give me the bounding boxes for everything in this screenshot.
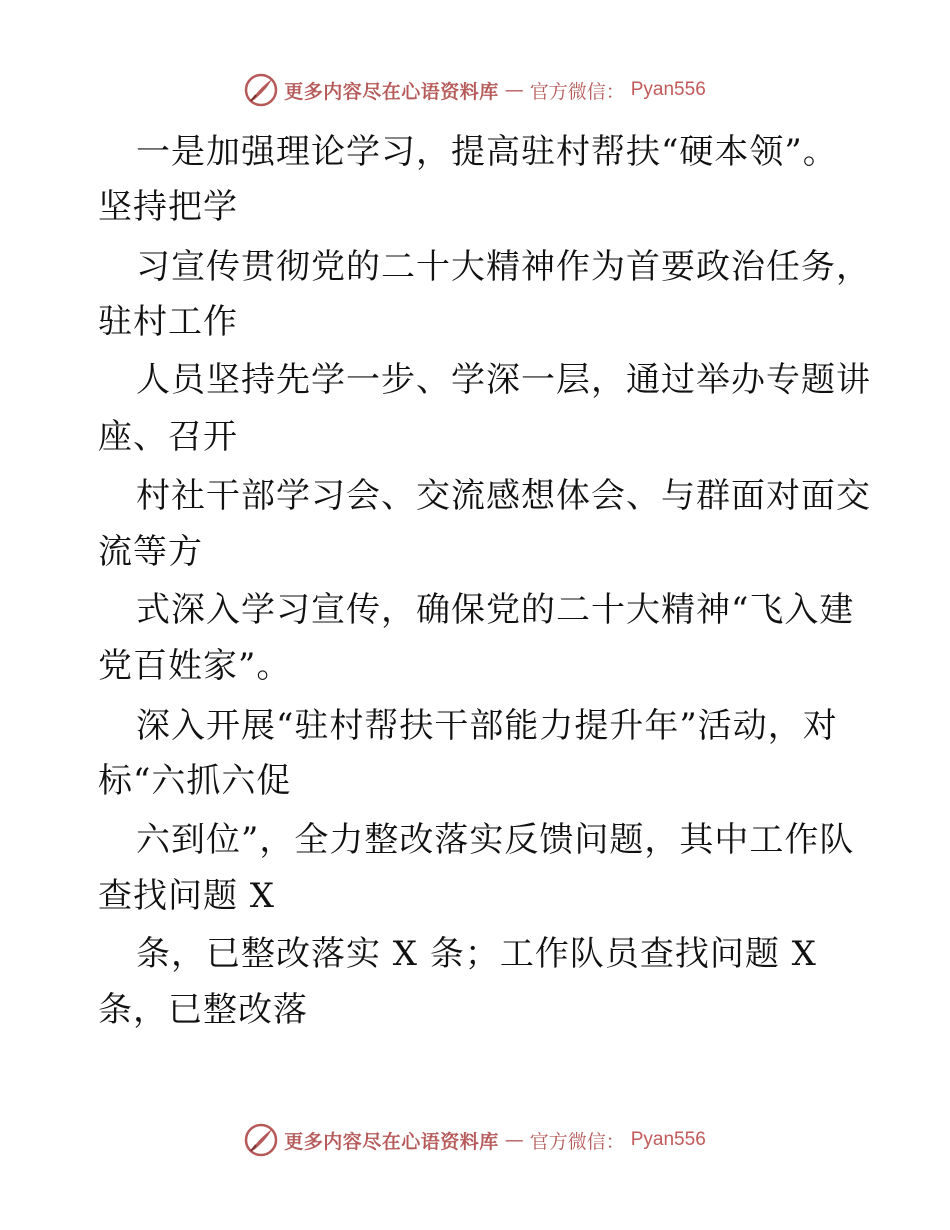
footer-banner <box>0 1120 950 1160</box>
body-line: 流等方 <box>98 532 203 572</box>
body-line: 条，已整改落实 X 条；工作队员查找问题 X <box>136 934 817 974</box>
body-line: 深入开展“驻村帮扶干部能力提升年”活动，对 <box>136 706 838 746</box>
banner-brand-text: 更多内容尽在心语资料库 <box>284 1130 499 1153</box>
banner-wechat-id: Pyan556 <box>630 79 706 100</box>
body-line: 六到位”，全力整改落实反馈问题，其中工作队 <box>136 820 855 860</box>
header-banner <box>0 70 950 110</box>
banner-dash: — <box>504 79 524 101</box>
banner-dash: — <box>504 1129 524 1151</box>
quill-pen-logo-icon <box>244 1123 278 1157</box>
body-line: 条，已整改落 <box>98 990 308 1030</box>
banner-wechat-label: 官方微信： <box>529 80 625 103</box>
body-line: 式深入学习宣传，确保党的二十大精神“飞入建 <box>136 590 855 630</box>
body-line: 查找问题 X <box>98 876 276 916</box>
body-line: 党百姓家”。 <box>98 646 292 686</box>
body-line: 习宣传贯彻党的二十大精神作为首要政治任务， <box>136 247 871 287</box>
body-line: 人员坚持先学一步、学深一层，通过举办专题讲 <box>136 360 871 400</box>
quill-pen-logo-icon <box>244 73 278 107</box>
body-line: 驻村工作 <box>98 302 238 342</box>
banner-brand-text: 更多内容尽在心语资料库 <box>284 80 499 103</box>
banner-wechat-label: 官方微信： <box>529 1130 625 1153</box>
body-line: 一是加强理论学习，提高驻村帮扶“硬本领”。 <box>136 132 838 172</box>
banner-wechat-id: Pyan556 <box>630 1129 706 1150</box>
body-line: 村社干部学习会、交流感想体会、与群面对面交 <box>136 476 871 516</box>
body-line: 坚持把学 <box>98 187 238 227</box>
body-line: 标“六抓六促 <box>98 761 292 801</box>
body-line: 座、召开 <box>98 417 238 457</box>
